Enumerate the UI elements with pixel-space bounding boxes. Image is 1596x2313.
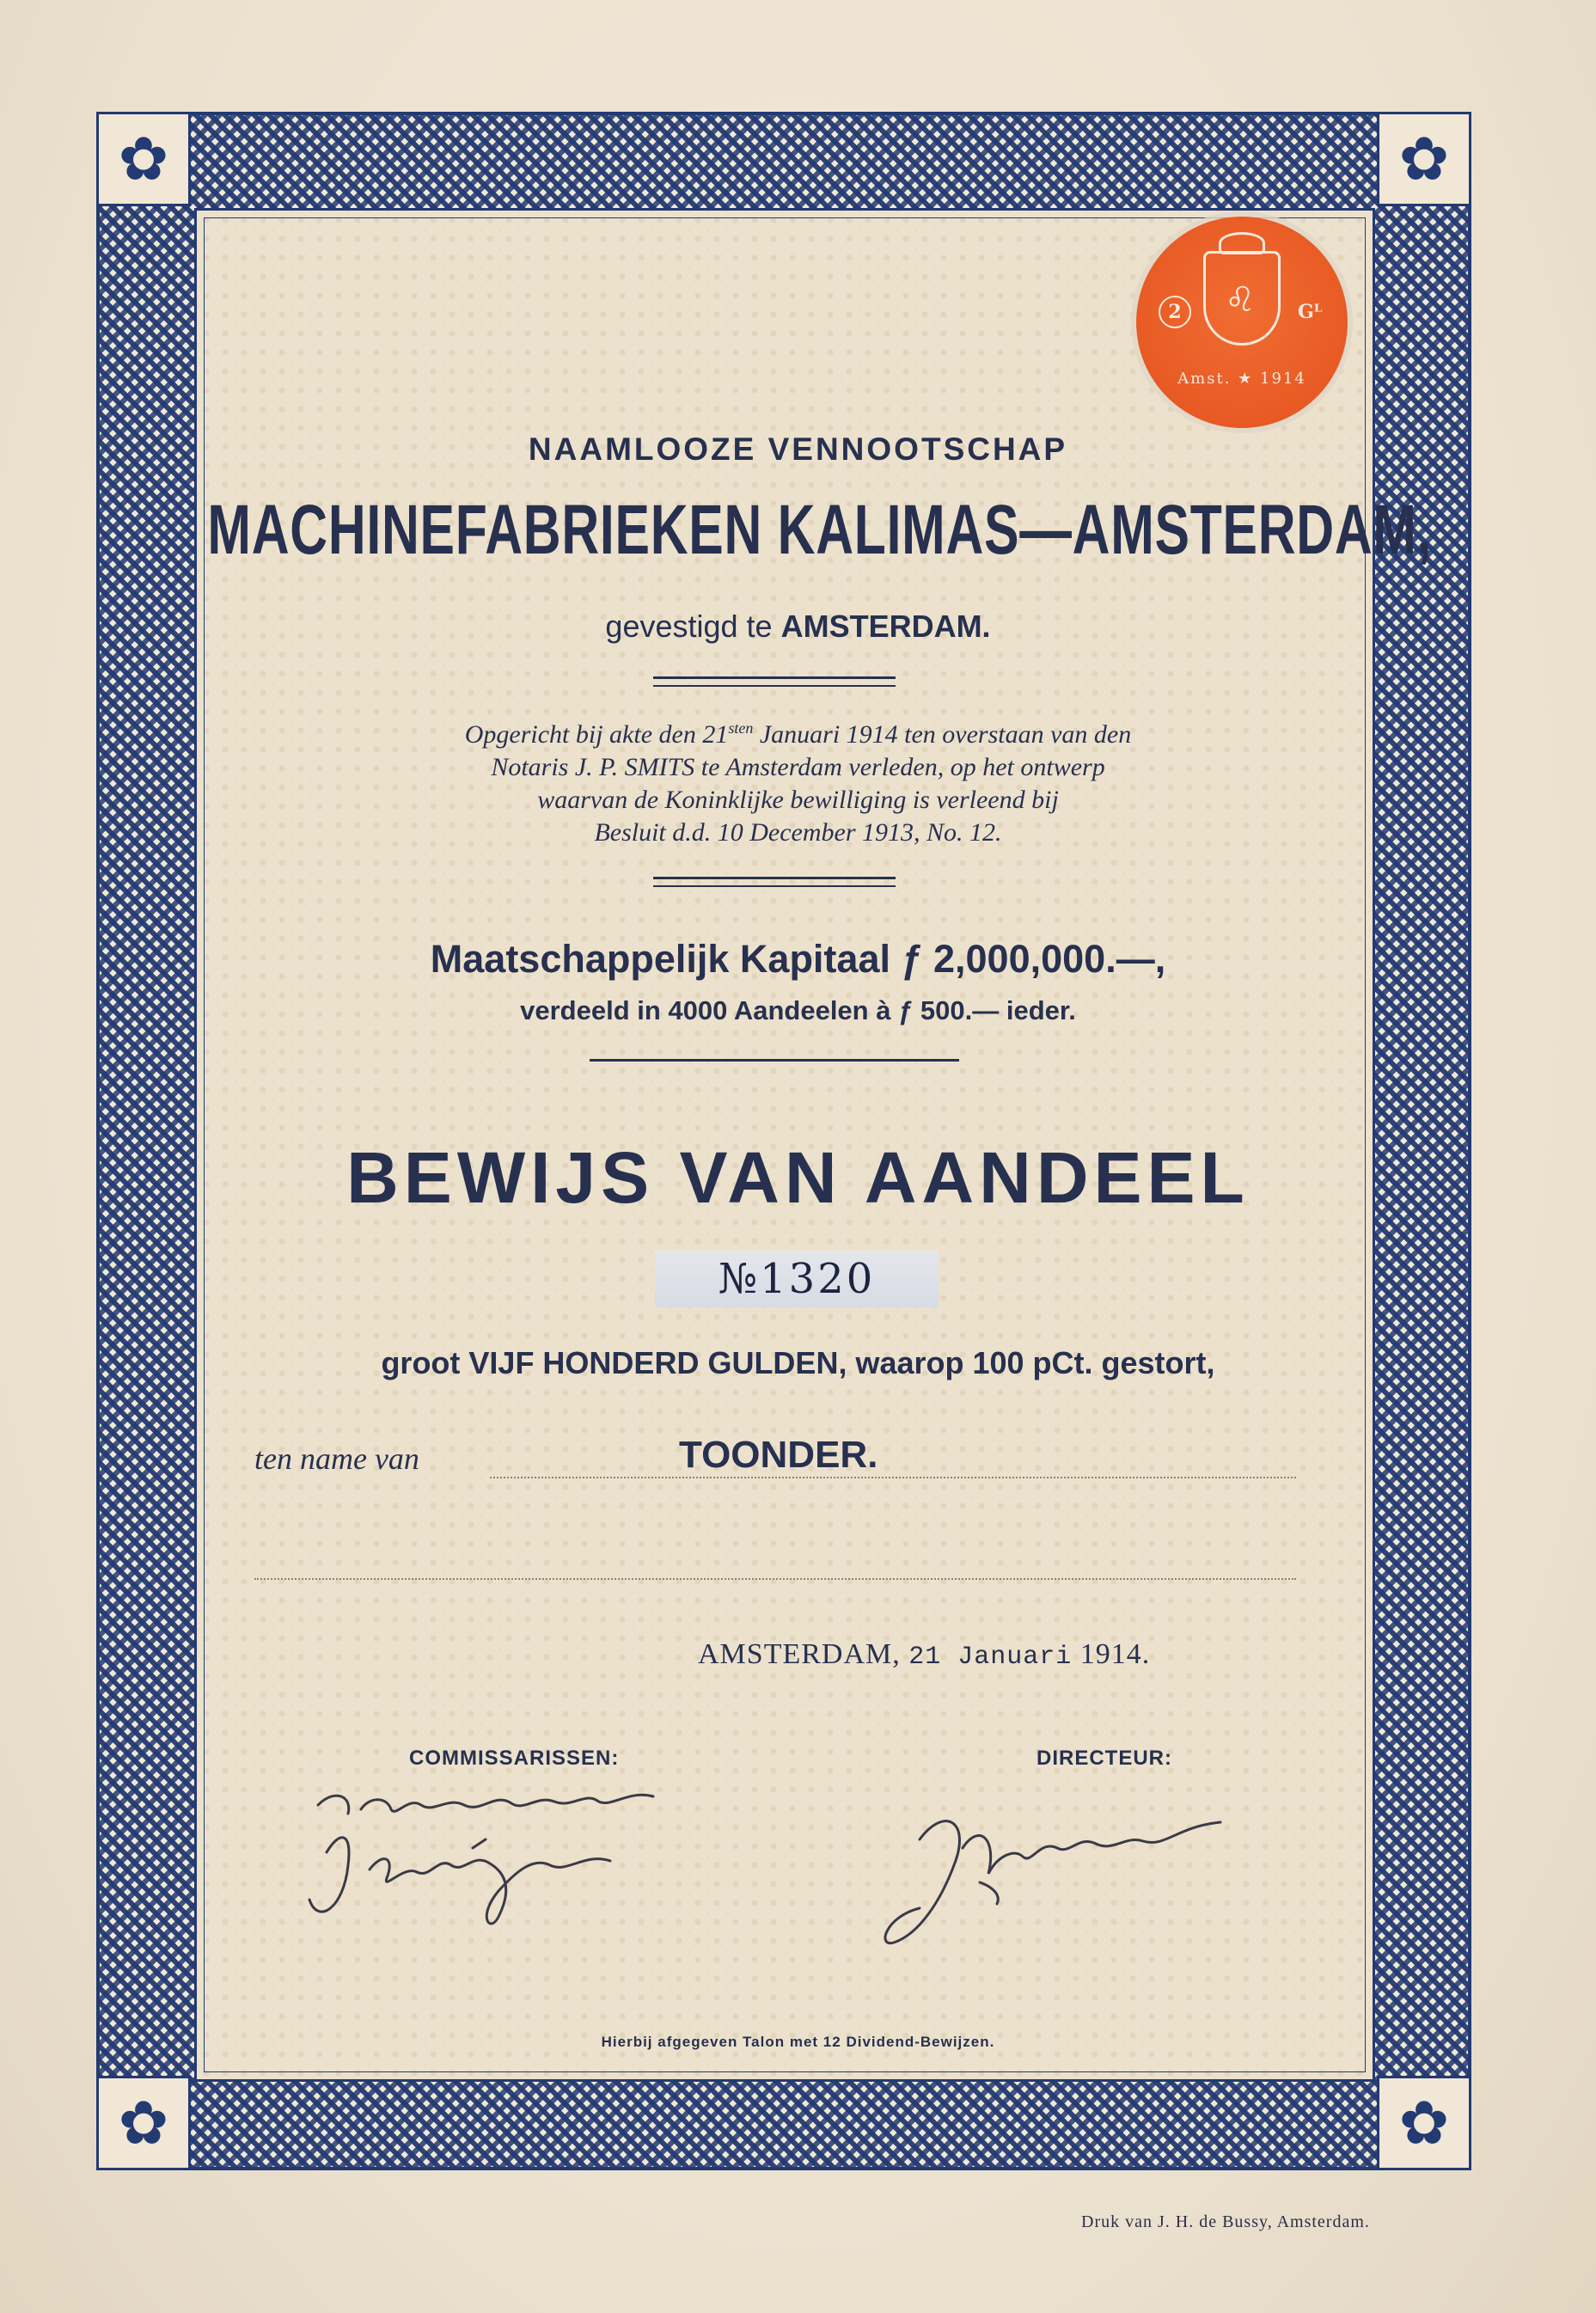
talon-note: Hierbij afgegeven Talon met 12 Dividend-Bewijzen.: [601, 2034, 995, 2050]
bearer-dotted-line: [490, 1477, 1296, 1478]
foundation-superscript: sten: [728, 719, 754, 737]
director-signature: [868, 1788, 1263, 1960]
foundation-text: [0, 712, 1596, 849]
signing-year: 1914.: [1079, 1638, 1151, 1670]
bearer-dotted-line: [254, 1578, 1296, 1580]
stamp-value: 2: [1159, 296, 1191, 328]
divider: [653, 885, 896, 887]
signing-place: AMSTERDAM,: [698, 1638, 901, 1670]
divider: [653, 685, 896, 687]
seat-prefix: gevestigd te: [605, 609, 773, 644]
revenue-stamp: [1136, 217, 1348, 428]
corner-ornament: ✿: [96, 2076, 191, 2170]
foundation-line: Besluit d.d. 10 December 1913, No. 12.: [594, 818, 1002, 847]
signing-date: 21 Januari: [908, 1643, 1073, 1672]
corner-ornament: ✿: [96, 112, 191, 206]
commissioner-signature: [301, 1771, 713, 1960]
corner-ornament: ✿: [1377, 2076, 1471, 2170]
divider: [653, 877, 896, 879]
company-seat: [0, 609, 1596, 645]
divider: [653, 676, 896, 679]
printer-imprint: Druk van J. H. de Bussy, Amsterdam.: [1081, 2212, 1370, 2231]
certificate-number: №1320: [655, 1251, 939, 1307]
company-form: NAAMLOOZE VENNOOTSCHAP: [528, 431, 1068, 467]
certificate-title: BEWIJS VAN AANDEEL: [346, 1137, 1250, 1218]
commissioners-label: COMMISSARISSEN:: [409, 1747, 620, 1770]
place-and-date: [698, 1638, 1150, 1672]
share-capital: Maatschappelijk Kapitaal ƒ 2,000,000.—,: [430, 937, 1166, 981]
bearer-value: TOONDER.: [679, 1434, 878, 1476]
foundation-line: [0, 712, 1596, 751]
director-label: DIRECTEUR:: [1036, 1747, 1172, 1770]
bearer-label: ten name van: [254, 1441, 419, 1476]
company-name: MACHINEFABRIEKEN KALIMAS—AMSTERDAM,: [207, 491, 1433, 569]
share-amount: groot VIJF HONDERD GULDEN, waarop 100 pCt. gestort,: [381, 1345, 1215, 1380]
foundation-line-1b: Januari 1914 ten overstaan van den: [753, 720, 1132, 749]
stamp-legend: Amst. ★ 1914: [1177, 370, 1306, 388]
foundation-line-1a: Opgericht bij akte den 21: [464, 720, 729, 749]
foundation-line: Notaris J. P. SMITS te Amsterdam verleden, op het ontwerp: [491, 753, 1105, 781]
foundation-line: waarvan de Koninklijke bewilliging is verleend bij: [537, 786, 1059, 814]
lion-icon: ♌: [1225, 280, 1256, 320]
share-division: verdeeld in 4000 Aandeelen à ƒ 500.— ieder.: [520, 995, 1076, 1025]
divider: [590, 1059, 959, 1062]
seat-city: AMSTERDAM.: [780, 609, 991, 644]
corner-ornament: ✿: [1377, 112, 1471, 206]
stamp-unit: Gᴸ: [1298, 301, 1323, 323]
